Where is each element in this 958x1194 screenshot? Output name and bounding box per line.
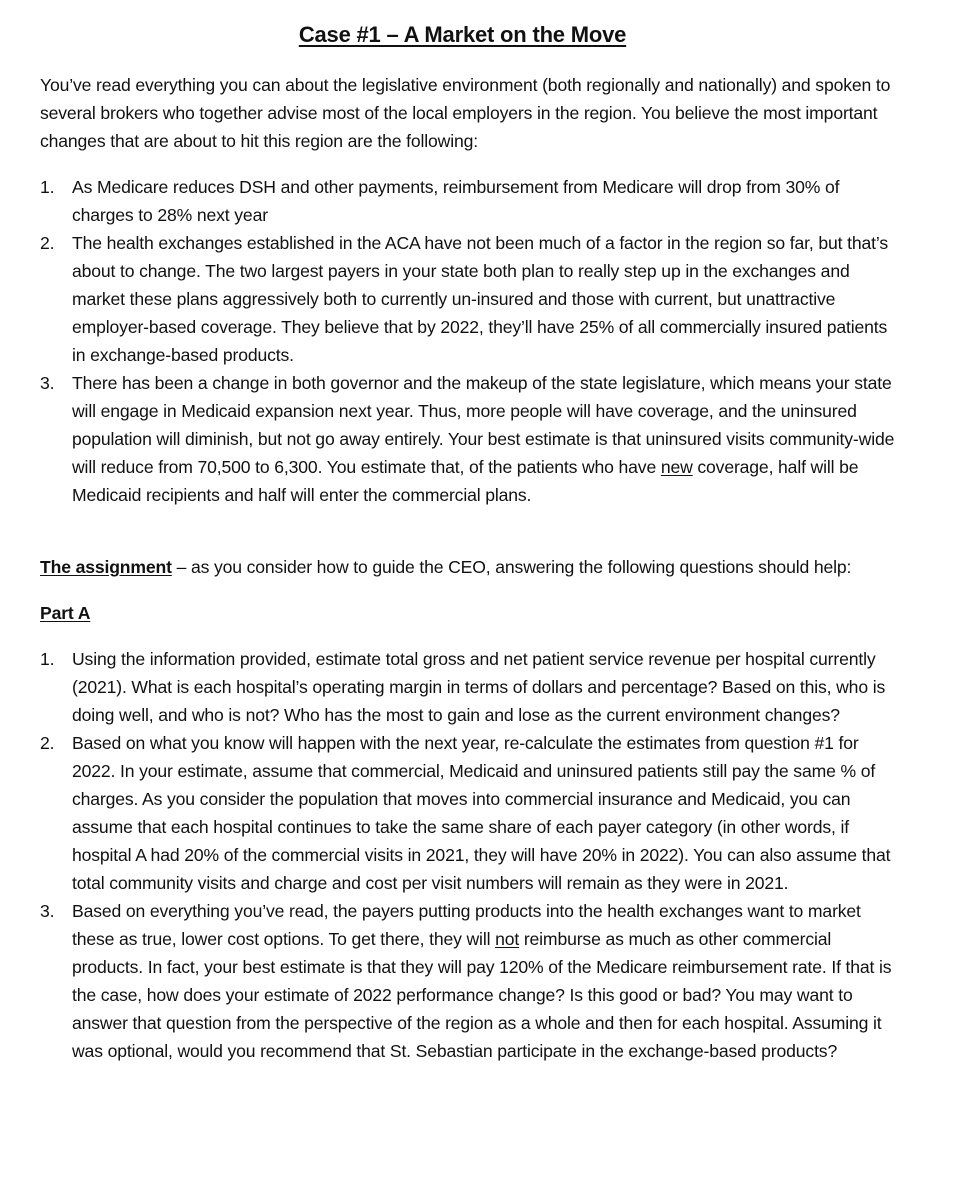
list-item-number: 2.	[40, 233, 55, 253]
list-item-number: 3.	[40, 901, 55, 921]
list-item	[40, 369, 900, 509]
list-item-text-part: Based on everything you’ve read, the payers putting products into the health exchanges want to market these as true, lower cost options. To get there, they will	[72, 901, 861, 949]
assignment-label: The assignment	[40, 557, 172, 577]
emphasis-not: not	[495, 929, 520, 949]
list-item-number: 1.	[40, 177, 55, 197]
list-item-text-part: reimburse as much as other commercial products. In fact, your best estimate is that they will pay 120% of the Medicare reimbursement rate. If that is the case, how does your estimate of 2022 performance change? Is this good or bad? You may want to answer that question from the perspective of the region as a whole and then for each hospital. Assuming it was optional, would you recommend that St. Sebastian participate in the exchange-based products?	[72, 929, 892, 1061]
list-item-text: Using the information provided, estimate total gross and net patient service revenue per hospital currently (2021). What is each hospital’s operating margin in terms of dollars and percentage? Based on this, who is doing well, and who is not? Who has the most to gain and lose as the current environment changes?	[72, 649, 886, 725]
list-item-text: The health exchanges established in the ACA have not been much of a factor in the region so far, but that’s about to change. The two largest payers in your state both plan to really step up in the exchanges and market these plans aggressively both to currently un-insured and those with current, but unattractive employer-based coverage. They believe that by 2022, they’ll have 25% of all commercially insured patients in exchange-based products.	[72, 233, 888, 365]
changes-list	[40, 173, 900, 509]
list-item-number: 3.	[40, 373, 55, 393]
list-item	[40, 645, 900, 729]
list-item	[40, 229, 900, 369]
part-a-questions	[40, 645, 900, 1065]
assignment-paragraph	[40, 553, 900, 581]
list-item	[40, 729, 900, 897]
list-item	[40, 173, 900, 229]
list-item	[40, 897, 900, 1065]
intro-paragraph: You’ve read everything you can about the legislative environment (both regionally and nationally) and spoken to several brokers who together advise most of the local employers in the region. You believe the most important changes that are about to hit this region are the following:	[40, 75, 891, 151]
list-item-number: 2.	[40, 733, 55, 753]
list-item-number: 1.	[40, 649, 55, 669]
list-item-text	[72, 373, 894, 505]
list-item-text-part: There has been a change in both governor and the makeup of the state legislature, which means your state will engage in Medicaid expansion next year. Thus, more people will have coverage, and the uninsured population will diminish, but not go away entirely. Your best estimate is that uninsured visits community-wide will reduce from 70,500 to 6,300. You estimate that, of the patients who have	[72, 373, 895, 477]
assignment-text: – as you consider how to guide the CEO, answering the following questions should help:	[171, 557, 852, 577]
emphasis-new: new	[660, 457, 693, 477]
list-item-text-part: coverage, half will be Medicaid recipients and half will enter the commercial plans.	[72, 457, 859, 505]
part-a-heading: Part A	[40, 603, 91, 623]
list-item-text: As Medicare reduces DSH and other payments, reimbursement from Medicare will drop from 30% of charges to 28% next year	[72, 177, 840, 225]
page-title: Case #1 – A Market on the Move	[298, 22, 627, 47]
list-item-text: Based on what you know will happen with the next year, re-calculate the estimates from question #1 for 2022. In your estimate, assume that commercial, Medicaid and uninsured patients still pay the same % of charges. As you consider the population that moves into commercial insurance and Medicaid, you can assume that each hospital continues to take the same share of each payer category (in other words, if hospital A had 20% of the commercial visits in 2021, they will have 20% in 2022). You can also assume that total community visits and charge and cost per visit numbers will remain as they were in 2021.	[72, 733, 891, 893]
list-item-text	[72, 901, 891, 1061]
